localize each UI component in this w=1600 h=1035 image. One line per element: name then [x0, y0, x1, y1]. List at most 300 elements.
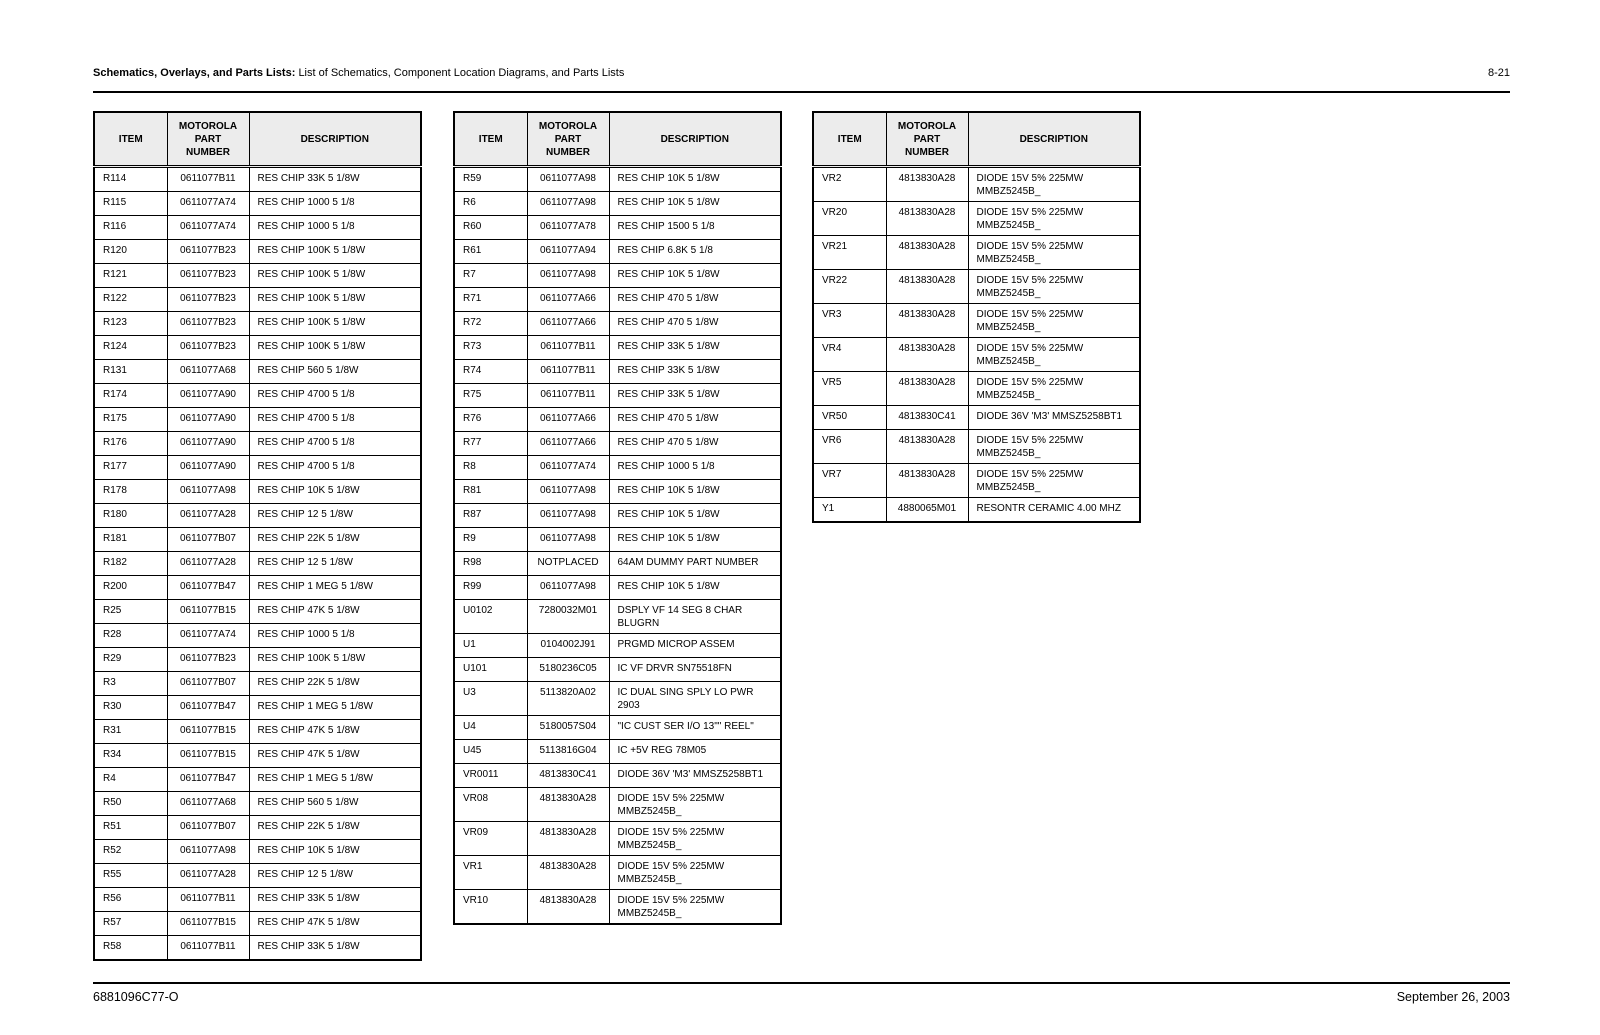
- table-row: [813, 338, 1140, 372]
- part-number-cell: 0611077B23: [167, 336, 249, 360]
- column-header-part-number-line: MOTOROLA: [538, 120, 598, 132]
- part-number-cell: 0611077A98: [167, 480, 249, 504]
- part-number-cell: 0611077A28: [167, 864, 249, 888]
- item-cell: R75: [454, 384, 527, 408]
- table-row: [813, 464, 1140, 498]
- table-row: [454, 682, 781, 716]
- item-cell: U1: [454, 634, 527, 658]
- description-cell: RES CHIP 10K 5 1/8W: [609, 504, 781, 528]
- part-number-cell: 0611077A66: [527, 288, 609, 312]
- table-row: [94, 264, 421, 288]
- item-cell: VR7: [813, 464, 886, 498]
- item-cell: R99: [454, 576, 527, 600]
- item-cell: R180: [94, 504, 167, 528]
- description-cell: DSPLY VF 14 SEG 8 CHAR BLUGRN: [609, 600, 781, 634]
- description-cell: DIODE 15V 5% 225MW MMBZ5245B_: [968, 338, 1140, 372]
- table-row: [94, 936, 421, 961]
- part-number-cell: 0611077B23: [167, 288, 249, 312]
- description-cell: DIODE 15V 5% 225MW MMBZ5245B_: [609, 890, 781, 925]
- table-row: [94, 552, 421, 576]
- table-row: [94, 840, 421, 864]
- table-row: [94, 768, 421, 792]
- table-row: [454, 822, 781, 856]
- description-cell: DIODE 15V 5% 225MW MMBZ5245B_: [968, 430, 1140, 464]
- part-number-cell: 4813830A28: [886, 372, 968, 406]
- item-cell: VR2: [813, 167, 886, 202]
- column-header-part-number: [167, 112, 249, 167]
- item-cell: R51: [94, 816, 167, 840]
- item-cell: R122: [94, 288, 167, 312]
- item-cell: VR50: [813, 406, 886, 430]
- part-number-cell: 5113816G04: [527, 740, 609, 764]
- description-cell: DIODE 15V 5% 225MW MMBZ5245B_: [609, 788, 781, 822]
- table-header-row: [454, 112, 781, 167]
- part-number-cell: 0611077A68: [167, 360, 249, 384]
- part-number-cell: 0611077B47: [167, 576, 249, 600]
- item-cell: R76: [454, 408, 527, 432]
- part-number-cell: 0611077A74: [167, 624, 249, 648]
- description-cell: RES CHIP 47K 5 1/8W: [249, 720, 421, 744]
- part-number-cell: 0611077B11: [167, 167, 249, 192]
- table-row: [454, 240, 781, 264]
- part-number-cell: 4813830C41: [527, 764, 609, 788]
- column-header-part-number: [886, 112, 968, 167]
- table-row: [94, 528, 421, 552]
- item-cell: R28: [94, 624, 167, 648]
- table-row: [94, 312, 421, 336]
- part-number-cell: 4813830A28: [886, 270, 968, 304]
- item-cell: R81: [454, 480, 527, 504]
- table-row: [454, 480, 781, 504]
- page-number: 8-21: [1487, 67, 1510, 79]
- table-row: [94, 480, 421, 504]
- item-cell: R98: [454, 552, 527, 576]
- description-cell: RES CHIP 560 5 1/8W: [249, 792, 421, 816]
- part-number-cell: 0611077A98: [527, 576, 609, 600]
- item-cell: R131: [94, 360, 167, 384]
- part-number-cell: 0611077A66: [527, 312, 609, 336]
- item-cell: VR0011: [454, 764, 527, 788]
- description-cell: DIODE 36V 'M3' MMSZ5258BT1: [968, 406, 1140, 430]
- part-number-cell: 0104002J91: [527, 634, 609, 658]
- item-cell: VR20: [813, 202, 886, 236]
- item-cell: R181: [94, 528, 167, 552]
- part-number-cell: 0611077B15: [167, 744, 249, 768]
- part-number-cell: 0611077A66: [527, 432, 609, 456]
- item-cell: U101: [454, 658, 527, 682]
- description-cell: DIODE 15V 5% 225MW MMBZ5245B_: [968, 372, 1140, 406]
- description-cell: RES CHIP 22K 5 1/8W: [249, 816, 421, 840]
- table-row: [94, 288, 421, 312]
- column-header-description: DESCRIPTION: [249, 112, 421, 167]
- table-row: [813, 167, 1140, 202]
- item-cell: U4: [454, 716, 527, 740]
- description-cell: RES CHIP 100K 5 1/8W: [249, 336, 421, 360]
- part-number-cell: 4813830A28: [886, 202, 968, 236]
- description-cell: RES CHIP 100K 5 1/8W: [249, 648, 421, 672]
- table-row: [813, 430, 1140, 464]
- description-cell: PRGMD MICROP ASSEM: [609, 634, 781, 658]
- description-cell: RES CHIP 1000 5 1/8: [249, 624, 421, 648]
- part-number-cell: 0611077B11: [527, 336, 609, 360]
- part-number-cell: 4813830A28: [527, 788, 609, 822]
- description-cell: DIODE 15V 5% 225MW MMBZ5245B_: [968, 167, 1140, 202]
- description-cell: RES CHIP 10K 5 1/8W: [249, 840, 421, 864]
- part-number-cell: 0611077A78: [527, 216, 609, 240]
- description-cell: RES CHIP 33K 5 1/8W: [609, 384, 781, 408]
- description-cell: RES CHIP 12 5 1/8W: [249, 552, 421, 576]
- part-number-cell: 0611077A90: [167, 384, 249, 408]
- part-number-cell: 0611077B23: [167, 312, 249, 336]
- part-number-cell: 0611077A98: [527, 480, 609, 504]
- item-cell: R57: [94, 912, 167, 936]
- item-cell: Y1: [813, 498, 886, 523]
- description-cell: RES CHIP 1 MEG 5 1/8W: [249, 768, 421, 792]
- table-row: [454, 740, 781, 764]
- description-cell: RES CHIP 33K 5 1/8W: [249, 888, 421, 912]
- table-row: [94, 600, 421, 624]
- description-cell: RES CHIP 22K 5 1/8W: [249, 528, 421, 552]
- item-cell: R178: [94, 480, 167, 504]
- description-cell: RES CHIP 100K 5 1/8W: [249, 264, 421, 288]
- page-footer: [93, 990, 1510, 1004]
- description-cell: IC +5V REG 78M05: [609, 740, 781, 764]
- table-row: [94, 888, 421, 912]
- table-row: [94, 192, 421, 216]
- table-row: [94, 648, 421, 672]
- column-header-item: ITEM: [94, 112, 167, 167]
- table-row: [454, 634, 781, 658]
- table-row: [454, 576, 781, 600]
- part-number-cell: 0611077B15: [167, 600, 249, 624]
- part-number-cell: 0611077A98: [527, 192, 609, 216]
- description-cell: RESONTR CERAMIC 4.00 MHZ: [968, 498, 1140, 523]
- table-row: [454, 288, 781, 312]
- document-number: 6881096C77-O: [93, 990, 179, 1004]
- description-cell: RES CHIP 22K 5 1/8W: [249, 672, 421, 696]
- footer-rule: [93, 982, 1510, 984]
- description-cell: RES CHIP 33K 5 1/8W: [609, 360, 781, 384]
- description-cell: RES CHIP 33K 5 1/8W: [249, 936, 421, 961]
- table-row: [454, 384, 781, 408]
- table-row: [94, 216, 421, 240]
- item-cell: R29: [94, 648, 167, 672]
- table-row: [94, 624, 421, 648]
- item-cell: R115: [94, 192, 167, 216]
- table-row: [813, 406, 1140, 430]
- table-row: [454, 528, 781, 552]
- table-row: [94, 576, 421, 600]
- description-cell: RES CHIP 470 5 1/8W: [609, 408, 781, 432]
- part-number-cell: 5180236C05: [527, 658, 609, 682]
- item-cell: R114: [94, 167, 167, 192]
- part-number-cell: 0611077A68: [167, 792, 249, 816]
- description-cell: DIODE 15V 5% 225MW MMBZ5245B_: [968, 304, 1140, 338]
- item-cell: R74: [454, 360, 527, 384]
- description-cell: RES CHIP 10K 5 1/8W: [609, 192, 781, 216]
- part-number-cell: 0611077A74: [527, 456, 609, 480]
- part-number-cell: 0611077A94: [527, 240, 609, 264]
- description-cell: RES CHIP 1000 5 1/8: [249, 216, 421, 240]
- table-row: [454, 504, 781, 528]
- description-cell: DIODE 15V 5% 225MW MMBZ5245B_: [968, 464, 1140, 498]
- page-header: [93, 67, 1510, 85]
- item-cell: R34: [94, 744, 167, 768]
- part-number-cell: 4813830A28: [886, 304, 968, 338]
- column-header-part-number-line: NUMBER: [546, 146, 590, 158]
- description-cell: RES CHIP 10K 5 1/8W: [249, 480, 421, 504]
- part-number-cell: 0611077B15: [167, 912, 249, 936]
- description-cell: DIODE 15V 5% 225MW MMBZ5245B_: [968, 270, 1140, 304]
- table-row: [813, 270, 1140, 304]
- description-cell: RES CHIP 4700 5 1/8: [249, 408, 421, 432]
- part-number-cell: 0611077B47: [167, 768, 249, 792]
- item-cell: VR22: [813, 270, 886, 304]
- item-cell: R71: [454, 288, 527, 312]
- item-cell: R77: [454, 432, 527, 456]
- part-number-cell: 4813830A28: [886, 464, 968, 498]
- item-cell: U3: [454, 682, 527, 716]
- part-number-cell: 0611077B11: [167, 888, 249, 912]
- item-cell: R55: [94, 864, 167, 888]
- part-number-cell: 0611077A28: [167, 504, 249, 528]
- table-row: [454, 600, 781, 634]
- item-cell: VR5: [813, 372, 886, 406]
- item-cell: R200: [94, 576, 167, 600]
- item-cell: VR21: [813, 236, 886, 270]
- description-cell: IC VF DRVR SN75518FN: [609, 658, 781, 682]
- header-title: List of Schematics, Component Location Diagrams, and Parts Lists: [298, 67, 625, 79]
- part-number-cell: 0611077B23: [167, 648, 249, 672]
- item-cell: R30: [94, 696, 167, 720]
- part-number-cell: 0611077A98: [527, 167, 609, 192]
- description-cell: RES CHIP 1 MEG 5 1/8W: [249, 696, 421, 720]
- item-cell: R116: [94, 216, 167, 240]
- part-number-cell: 0611077B23: [167, 240, 249, 264]
- table-row: [454, 788, 781, 822]
- item-cell: R9: [454, 528, 527, 552]
- description-cell: RES CHIP 4700 5 1/8: [249, 456, 421, 480]
- part-number-cell: 0611077A74: [167, 192, 249, 216]
- item-cell: VR3: [813, 304, 886, 338]
- column-header-part-number-line: MOTOROLA: [897, 120, 957, 132]
- table-row: [94, 336, 421, 360]
- document-date: September 26, 2003: [1396, 990, 1510, 1004]
- column-header-part-number-line: PART: [194, 133, 222, 145]
- item-cell: R4: [94, 768, 167, 792]
- description-cell: RES CHIP 47K 5 1/8W: [249, 600, 421, 624]
- table-row: [94, 456, 421, 480]
- part-number-cell: NOTPLACED: [527, 552, 609, 576]
- description-cell: RES CHIP 560 5 1/8W: [249, 360, 421, 384]
- description-cell: RES CHIP 33K 5 1/8W: [609, 336, 781, 360]
- description-cell: DIODE 15V 5% 225MW MMBZ5245B_: [609, 822, 781, 856]
- part-number-cell: 4813830A28: [886, 167, 968, 202]
- description-cell: RES CHIP 4700 5 1/8: [249, 384, 421, 408]
- table-row: [454, 552, 781, 576]
- part-number-cell: 0611077B11: [527, 384, 609, 408]
- part-number-cell: 0611077A90: [167, 456, 249, 480]
- description-cell: DIODE 15V 5% 225MW MMBZ5245B_: [968, 236, 1140, 270]
- column-header-part-number-line: MOTOROLA: [178, 120, 238, 132]
- part-number-cell: 0611077B07: [167, 528, 249, 552]
- table-row: [454, 336, 781, 360]
- item-cell: R25: [94, 600, 167, 624]
- item-cell: VR6: [813, 430, 886, 464]
- table-row: [454, 264, 781, 288]
- column-header-item: ITEM: [454, 112, 527, 167]
- item-cell: R123: [94, 312, 167, 336]
- description-cell: RES CHIP 1 MEG 5 1/8W: [249, 576, 421, 600]
- column-header-description: DESCRIPTION: [609, 112, 781, 167]
- table-row: [94, 167, 421, 192]
- description-cell: RES CHIP 1500 5 1/8: [609, 216, 781, 240]
- item-cell: R177: [94, 456, 167, 480]
- description-cell: RES CHIP 47K 5 1/8W: [249, 912, 421, 936]
- table-row: [94, 864, 421, 888]
- table-row: [454, 167, 781, 192]
- parts-table-1: [93, 111, 422, 961]
- item-cell: R73: [454, 336, 527, 360]
- table-row: [454, 192, 781, 216]
- description-cell: 64AM DUMMY PART NUMBER: [609, 552, 781, 576]
- part-number-cell: 4813830A28: [527, 890, 609, 925]
- item-cell: R72: [454, 312, 527, 336]
- item-cell: VR4: [813, 338, 886, 372]
- part-number-cell: 4813830A28: [886, 236, 968, 270]
- description-cell: RES CHIP 47K 5 1/8W: [249, 744, 421, 768]
- part-number-cell: 0611077B07: [167, 816, 249, 840]
- table-row: [454, 312, 781, 336]
- column-header-item: ITEM: [813, 112, 886, 167]
- description-cell: "IC CUST SER I/O 13"" REEL": [609, 716, 781, 740]
- header-title-bold: Schematics, Overlays, and Parts Lists:: [93, 67, 296, 79]
- table-row: [94, 240, 421, 264]
- part-number-cell: 0611077A98: [527, 264, 609, 288]
- table-row: [813, 202, 1140, 236]
- description-cell: RES CHIP 1000 5 1/8: [609, 456, 781, 480]
- description-cell: RES CHIP 1000 5 1/8: [249, 192, 421, 216]
- description-cell: RES CHIP 470 5 1/8W: [609, 312, 781, 336]
- item-cell: R175: [94, 408, 167, 432]
- table-header-row: [813, 112, 1140, 167]
- part-number-cell: 4813830A28: [527, 822, 609, 856]
- part-number-cell: 0611077B15: [167, 720, 249, 744]
- table-row: [454, 408, 781, 432]
- item-cell: R61: [454, 240, 527, 264]
- part-number-cell: 5113820A02: [527, 682, 609, 716]
- table-row: [454, 890, 781, 925]
- table-row: [454, 432, 781, 456]
- description-cell: RES CHIP 10K 5 1/8W: [609, 528, 781, 552]
- table-row: [454, 716, 781, 740]
- table-header-row: [94, 112, 421, 167]
- parts-table-3: [812, 111, 1141, 523]
- part-number-cell: 0611077A66: [527, 408, 609, 432]
- description-cell: RES CHIP 6.8K 5 1/8: [609, 240, 781, 264]
- table-row: [454, 360, 781, 384]
- description-cell: DIODE 15V 5% 225MW MMBZ5245B_: [609, 856, 781, 890]
- description-cell: RES CHIP 470 5 1/8W: [609, 288, 781, 312]
- part-number-cell: 4880065M01: [886, 498, 968, 523]
- item-cell: R120: [94, 240, 167, 264]
- item-cell: R59: [454, 167, 527, 192]
- part-number-cell: 0611077A98: [527, 528, 609, 552]
- item-cell: VR08: [454, 788, 527, 822]
- part-number-cell: 0611077B11: [167, 936, 249, 961]
- part-number-cell: 4813830A28: [886, 430, 968, 464]
- item-cell: R87: [454, 504, 527, 528]
- description-cell: RES CHIP 10K 5 1/8W: [609, 576, 781, 600]
- part-number-cell: 0611077A98: [527, 504, 609, 528]
- table-row: [94, 432, 421, 456]
- description-cell: RES CHIP 470 5 1/8W: [609, 432, 781, 456]
- table-row: [813, 498, 1140, 523]
- description-cell: RES CHIP 12 5 1/8W: [249, 864, 421, 888]
- description-cell: RES CHIP 100K 5 1/8W: [249, 312, 421, 336]
- table-row: [454, 216, 781, 240]
- column-header-part-number-line: NUMBER: [905, 146, 949, 158]
- part-number-cell: 5180057S04: [527, 716, 609, 740]
- table-row: [94, 792, 421, 816]
- table-row: [94, 360, 421, 384]
- table-row: [94, 384, 421, 408]
- description-cell: RES CHIP 10K 5 1/8W: [609, 480, 781, 504]
- part-number-cell: 4813830C41: [886, 406, 968, 430]
- part-number-cell: 0611077A74: [167, 216, 249, 240]
- table-row: [94, 744, 421, 768]
- item-cell: VR10: [454, 890, 527, 925]
- table-row: [454, 764, 781, 788]
- item-cell: VR09: [454, 822, 527, 856]
- item-cell: VR1: [454, 856, 527, 890]
- item-cell: R8: [454, 456, 527, 480]
- item-cell: U45: [454, 740, 527, 764]
- parts-table-2: [453, 111, 782, 925]
- description-cell: DIODE 36V 'M3' MMSZ5258BT1: [609, 764, 781, 788]
- description-cell: RES CHIP 10K 5 1/8W: [609, 167, 781, 192]
- column-header-part-number-line: PART: [913, 133, 941, 145]
- item-cell: R3: [94, 672, 167, 696]
- table-row: [94, 720, 421, 744]
- header-rule: [93, 91, 1510, 93]
- item-cell: R56: [94, 888, 167, 912]
- description-cell: IC DUAL SING SPLY LO PWR 2903: [609, 682, 781, 716]
- part-number-cell: 0611077B11: [527, 360, 609, 384]
- table-row: [813, 236, 1140, 270]
- column-header-part-number: [527, 112, 609, 167]
- table-row: [813, 372, 1140, 406]
- description-cell: RES CHIP 100K 5 1/8W: [249, 240, 421, 264]
- table-row: [94, 408, 421, 432]
- item-cell: R121: [94, 264, 167, 288]
- part-number-cell: 4813830A28: [886, 338, 968, 372]
- item-cell: R52: [94, 840, 167, 864]
- table-row: [94, 504, 421, 528]
- table-row: [454, 658, 781, 682]
- item-cell: U0102: [454, 600, 527, 634]
- part-number-cell: 0611077A90: [167, 408, 249, 432]
- part-number-cell: 7280032M01: [527, 600, 609, 634]
- column-header-part-number-line: NUMBER: [186, 146, 230, 158]
- table-row: [94, 696, 421, 720]
- description-cell: RES CHIP 33K 5 1/8W: [249, 167, 421, 192]
- table-row: [454, 456, 781, 480]
- part-number-cell: 0611077A98: [167, 840, 249, 864]
- item-cell: R31: [94, 720, 167, 744]
- part-number-cell: 0611077B23: [167, 264, 249, 288]
- part-number-cell: 0611077B07: [167, 672, 249, 696]
